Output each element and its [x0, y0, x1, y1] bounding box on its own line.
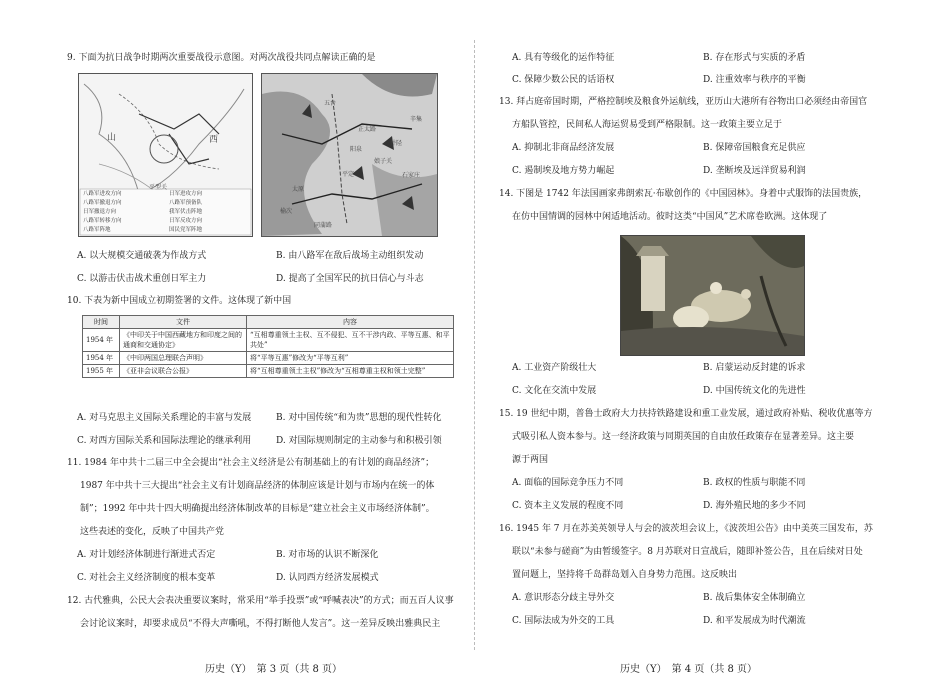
q14-line-2: 在仿中国情调的园林中闲适地活动。彼时这类“中国风”艺术席卷欧洲。这体现了: [512, 212, 828, 222]
map-2-place-pingding: 平定: [342, 171, 355, 178]
page-4-footer: 历史（Y） 第 4 页（共 8 页）: [620, 664, 758, 675]
q13-line-1: 13. 拜占庭帝国时期，严格控制埃及粮食外运航线，亚历山大港所有谷物出口必须经由帝国官: [499, 97, 868, 107]
table-header-time: 时间: [83, 316, 120, 329]
q11-option-c[interactable]: C. 对社会主义经济制度的根本变革: [77, 573, 216, 583]
q15-option-b[interactable]: B. 政权的性质与职能不同: [703, 478, 806, 488]
q12-option-b[interactable]: B. 存在形式与实质的矛盾: [703, 53, 806, 63]
table-row: [83, 352, 454, 365]
q11-line-4: 这些表述的变化，反映了中国共产党: [80, 527, 225, 537]
map-1-legend-6: 八路军转移方向: [83, 218, 122, 224]
table-header-row: [83, 316, 454, 329]
map-1-legend-1: 日军进攻方向: [169, 191, 203, 197]
table-cell-doc: 《亚非会议联合公报》: [120, 365, 247, 378]
q14-option-d[interactable]: D. 中国传统文化的先进性: [703, 386, 806, 396]
q16-option-a[interactable]: A. 意识形态分歧主导外交: [512, 593, 615, 603]
q10-stem: 10. 下表为新中国成立初期签署的文件。这体现了新中国: [67, 296, 292, 306]
map-2-place-shijiazhuang: 石家庄: [402, 172, 421, 179]
q11-option-b[interactable]: B. 对市场的认识不断深化: [276, 550, 379, 560]
table-cell-doc: 《中印关于中国西藏地方和印度之间的通商和交通协定》: [120, 329, 247, 352]
q14-option-c[interactable]: C. 文化在交流中发展: [512, 386, 597, 396]
q15-line-3: 源于两国: [512, 455, 549, 465]
map-2-place-jingxing: 井陉: [390, 140, 403, 147]
q16-option-d[interactable]: D. 和平发展成为时代潮流: [703, 616, 806, 626]
page-3-footer: 历史（Y） 第 3 页（共 8 页）: [205, 664, 343, 675]
map-2-route-zhengtai: 正太路: [358, 126, 377, 133]
q13-option-c[interactable]: C. 遏制埃及地方势力崛起: [512, 166, 615, 176]
map-1-legend-8: 八路军阵地: [83, 227, 111, 233]
q10-option-d[interactable]: D. 对国际规则制定的主动参与和积极引领: [276, 436, 442, 446]
map-1-place-pingxingguan: 平型关: [149, 184, 168, 191]
table-cell-content: 将“互相尊重领土主权”修改为“互相尊重主权和领土完整”: [247, 365, 454, 378]
map-2-place-yuci: 榆次: [280, 208, 293, 215]
q12-option-a[interactable]: A. 具有等级化的运作特征: [512, 53, 615, 63]
q13-option-d[interactable]: D. 垄断埃及远洋贸易利润: [703, 166, 806, 176]
q11-line-1: 11. 1984 年中共十二届三中全会提出“社会主义经济是公有制基础上的有计划的商品经济”；: [67, 458, 435, 468]
q14-option-b[interactable]: B. 启蒙运动反封建的诉求: [703, 363, 806, 373]
q11-option-d[interactable]: D. 认同西方经济发展模式: [276, 573, 379, 583]
map-1-legend-5: 我军伏击阵地: [169, 209, 203, 215]
q14-painting-image: [620, 235, 805, 356]
map-1-place-shan: 山: [107, 133, 117, 143]
map-1-place-xi: 西: [209, 135, 219, 145]
q12-option-d[interactable]: D. 注重效率与秩序的平衡: [703, 75, 806, 85]
map-2-place-yangquan: 阳泉: [350, 146, 363, 153]
table-row: [83, 329, 454, 352]
q16-option-b[interactable]: B. 战后集体安全体制确立: [703, 593, 806, 603]
map-1-legend-3: 八路军预备队: [169, 200, 203, 206]
q9-option-d[interactable]: D. 提高了全国军民的抗日信心与斗志: [276, 274, 424, 284]
q9-stem: 9. 下面为抗日战争时期两次重要战役示意图。对两次战役共同点解读正确的是: [67, 53, 376, 63]
q16-line-3: 置问题上，坚持将千岛群岛划入自身势力范围。这反映出: [512, 570, 738, 580]
q14-line-1: 14. 下图是 1742 年法国画家弗朗索瓦·布歇创作的《中国园林》。身着中式服饰的法国贵族，: [499, 189, 868, 199]
map-1-legend-9: 国民党军阵地: [169, 227, 203, 233]
q9-option-b[interactable]: B. 由八路军在敌后战场主动组织发动: [276, 251, 424, 261]
map-2-place-taiyuan: 太原: [292, 186, 305, 193]
q15-line-2: 式吸引私人资本参与。这一经济政策与同期英国的自由放任政策存在显著差异。这主要: [512, 432, 855, 442]
q12-line-2: 会讨论议案时，却要求成员“不得大声嘶吼，不得打断他人发言”。这一差异反映出雅典民主: [80, 619, 441, 629]
q13-option-a[interactable]: A. 抑制北非商品经济发展: [512, 143, 615, 153]
map-2-place-xinji: 辛集: [410, 116, 423, 123]
q10-option-b[interactable]: B. 对中国传统“和为贵”思想的现代性转化: [276, 413, 442, 423]
map-2-route-tongpu: 同蒲路: [314, 222, 333, 229]
table-header-doc: 文件: [120, 316, 247, 329]
q15-option-a[interactable]: A. 面临的国际竞争压力不同: [512, 478, 624, 488]
q15-option-d[interactable]: D. 海外殖民地的多少不同: [703, 501, 806, 511]
q15-line-1: 15. 19 世纪中期，普鲁士政府大力扶持铁路建设和重工业发展，通过政府补贴、税收优惠等方: [499, 409, 873, 419]
map-2-place-wutai: 五台: [324, 100, 337, 107]
map-1-legend-2: 八路军撤退方向: [83, 200, 122, 206]
painting-graphic: [621, 236, 804, 355]
q11-line-2: 1987 年中共十三大提出“社会主义有计划商品经济的体制应该是计划与市场内在统一的体: [80, 481, 435, 491]
q9-map-1: [78, 73, 253, 237]
table-cell-doc: 《中印两国总理联合声明》: [120, 352, 247, 365]
map-1-legend-4: 日军撤退方向: [83, 209, 117, 215]
map-1-legend-0: 八路军进攻方向: [83, 191, 122, 197]
q11-line-3: 制”；1992 年中共十四大明确提出经济体制改革的目标是“建立社会主义市场经济体制”。: [80, 504, 435, 514]
q16-line-1: 16. 1945 年 7 月在苏美英领导人与会的波茨坦会议上，《波茨坦公告》由中美英三国发布，苏: [499, 524, 873, 534]
table-cell-content: 将“平等互惠”修改为“平等互利”: [247, 352, 454, 365]
q13-option-b[interactable]: B. 保障帝国粮食充足供应: [703, 143, 806, 153]
q9-option-a[interactable]: A. 以大规模交通破袭为作战方式: [77, 251, 207, 261]
table-cell-year: 1954 年: [83, 329, 120, 352]
table-header-content: 内容: [247, 316, 454, 329]
map-2-place-niangziguan: 娘子关: [374, 158, 393, 165]
q9-option-c[interactable]: C. 以游击伏击战术重创日军主力: [77, 274, 207, 284]
map-1-legend-7: 日军反攻方向: [169, 218, 203, 224]
table-cell-year: 1954 年: [83, 352, 120, 365]
q10-table: [82, 315, 454, 378]
q12-line-1: 12. 古代雅典，公民大会表决重要议案时，常采用“举手投票”或“呼喊表决”的方式；而五百人议事: [67, 596, 454, 606]
q13-line-2: 方船队管控，民间私人海运贸易受到严格限制。这一政策主要立足于: [512, 120, 783, 130]
q10-option-c[interactable]: C. 对西方国际关系和国际法理论的继承利用: [77, 436, 252, 446]
q11-option-a[interactable]: A. 对计划经济体制进行渐进式否定: [77, 550, 216, 560]
q12-option-c[interactable]: C. 保障少数公民的话语权: [512, 75, 615, 85]
table-cell-year: 1955 年: [83, 365, 120, 378]
page-4: [475, 0, 950, 688]
table-cell-content: “互相尊重领土主权、互不侵犯、互不干涉内政、平等互惠、和平共处”: [247, 329, 454, 352]
table-row: [83, 365, 454, 378]
q15-option-c[interactable]: C. 资本主义发展的程度不同: [512, 501, 624, 511]
q16-line-2: 联以“未参与磋商”为由暂缓签字。8 月苏联对日宣战后，随即补签公告，且在后续对日处: [512, 547, 863, 557]
q16-option-c[interactable]: C. 国际法成为外交的工具: [512, 616, 615, 626]
q10-option-a[interactable]: A. 对马克思主义国际关系理论的丰富与发展: [77, 413, 252, 423]
q14-option-a[interactable]: A. 工业资产阶级壮大: [512, 363, 597, 373]
q9-map-2: [261, 73, 438, 237]
